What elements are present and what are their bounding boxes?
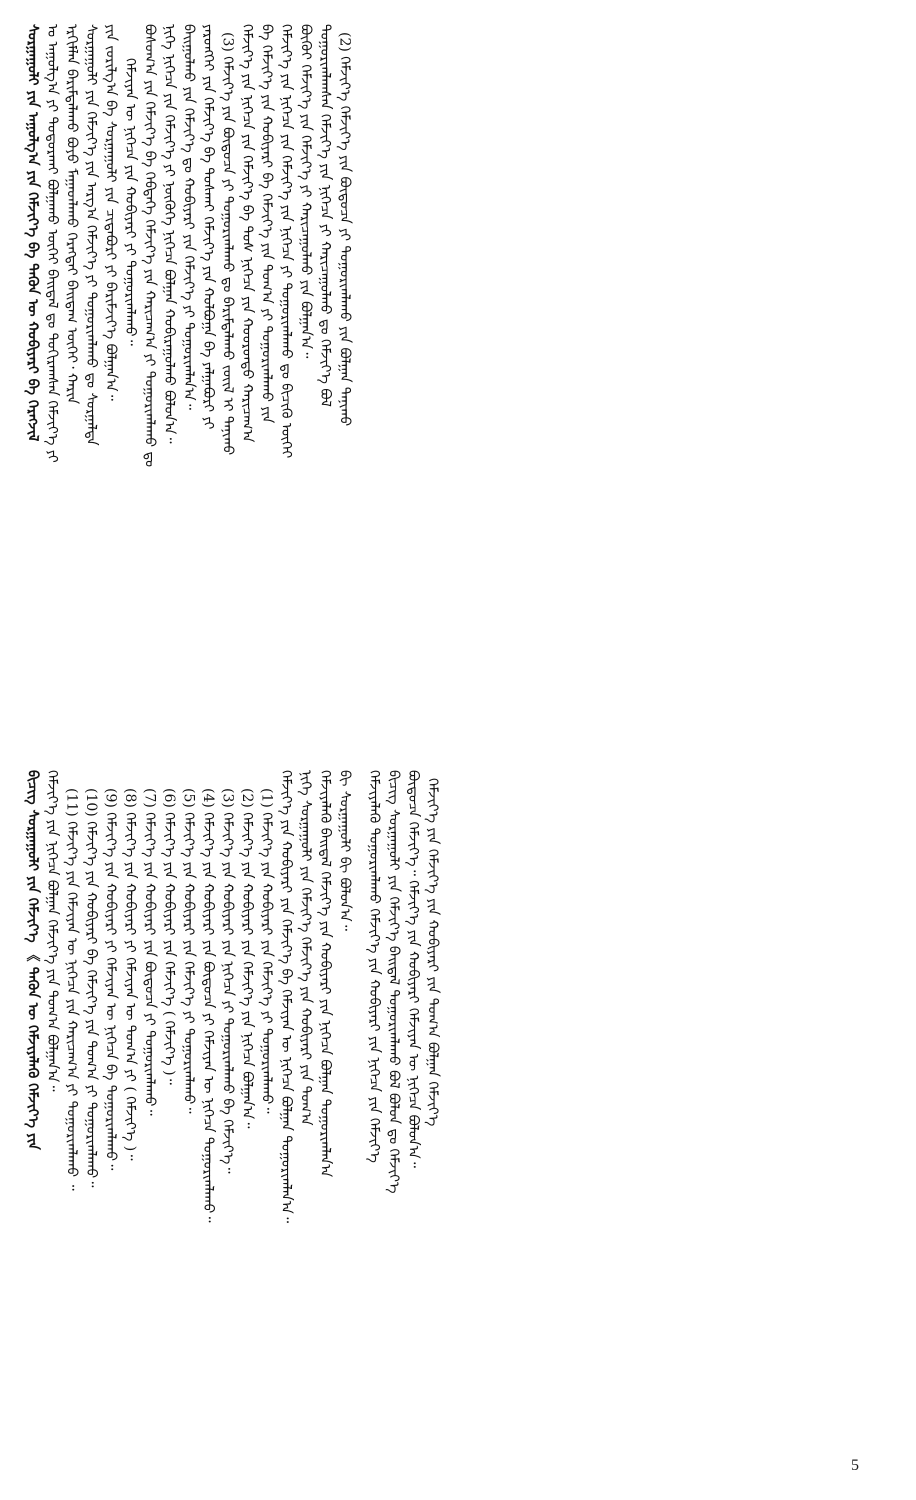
text-line: ᠶᠡᠷᠦᠩᠬᠡᠢ ᠶᠢᠨ ᠬᠡᠮᠵᠢᠶ᠎ᠡ ᠪᠠ ᠲᠤᠰᠬᠠᠢ ᠬᠡᠮᠵᠢᠶ᠎ᠡ ᠶᠢᠨ ᠬᠣᠯᠪᠣᠭᠠ ᠪᠠ ᠶᠠᠯᠭᠠᠪᠤᠷᠢ ᠶᠢ [200,24,216,430]
text-line: ᠲᠤᠭᠤᠷᠢᠭᠯᠠᠭᠰᠠᠨ ᠬᠡᠮᠵᠢᠶ᠎ᠡ ᠶᠢᠨ ᠨᠢᠭᠡᠴᠡ ᠶᠢ ᠬᠠᠷᠢᠴᠠᠭᠤᠯᠬᠤ ᠳᠤ ᠬᠡᠮᠵᠢᠶ᠎ᠡ ᠪᠣᠯ [317,24,333,407]
text-line: ᠪᠦᠲᠦᠴᠡ ᠬᠡᠮᠵᠢᠶ᠎ᠡ᠃ ᠬᠡᠮᠵᠢᠶ᠎ᠡ ᠶᠢᠨ ᠬᠤᠪᠢᠶᠠᠷᠢ ᠬᠡᠮᠵᠢᠶᠡᠨ ᠦ ᠨᠢᠭᠡᠴᠡ ᠪᠣᠯᠤᠨ᠎ᠠ᠃ [405,770,421,1168]
numbered-line: (2) ᠬᠡᠮᠵᠢᠶ᠎ᠡ ᠬᠡᠮᠵᠢᠶ᠎ᠡ ᠶᠢᠨ ᠪᠦᠲᠦᠴᠡ ᠶᠢ ᠲᠤᠭᠤᠷᠢᠭᠯᠠᠬᠤ ᠶᠢᠨ ᠪᠣᠯᠭᠠᠨ ᠲᠠᠨᠢᠬᠤ [336,32,353,427]
text-line: ᠤ ᠠᠭᠤᠯᠭ᠎ᠠ ᠶᠢ ᠲᠤᠳᠤᠷᠬᠠᠢ ᠪᠤᠯᠭᠠᠬᠤ ᠦᠭᠡᠢ ᠪᠠᠢᠳᠠᠯ ᠳᠤ ᠲᠤᠬᠢᠷᠠᠭᠰᠠᠨ ᠬᠡᠮᠵᠢᠶ᠎ᠡ ᠶᠢ [44,24,60,463]
numbered-line: (4) ᠬᠡᠮᠵᠢᠶ᠎ᠡ ᠶᠢᠨ ᠬᠤᠪᠢᠶᠠᠷᠢ ᠶᠢᠨ ᠪᠦᠲᠦᠴᠡ ᠶᠢ ᠬᠡᠮᠵᠢᠶᠡᠨ ᠦ ᠨᠢᠭᠡᠴᠡ ᠲᠤᠭᠤᠷᠢᠭᠯᠠᠬᠤ᠃ [200,788,216,1223]
numbered-line: (11) ᠬᠡᠮᠵᠢᠶ᠎ᠡ ᠶᠢᠨ ᠬᠡᠮᠵᠢᠶᠡᠨ ᠦ ᠨᠢᠭᠡᠴᠡ ᠶᠢᠨ ᠬᠠᠷᠢᠴᠠᠭ᠎ᠠ ᠶᠢ ᠲᠤᠭᠤᠷᠢᠭᠯᠠᠬᠤ ᠃ [63,788,80,1191]
text-line: ᠪᠢ ᠰᠤᠷᠭᠠᠭᠤᠯᠢ ᠪᠢ ᠪᠣᠯᠤᠨ᠎ᠠ᠃ [336,770,353,931]
text-line: ᠡᠷᠬᠢᠮᠯᠡᠨ ᠪᠠᠷᠢᠮᠲᠠᠯᠠᠬᠤ ᠪᠤᠶᠤ ᠮᠠᠭᠠᠳᠯᠠᠬᠤ ᠬᠡᠷᠡᠭᠲᠡᠢ ᠪᠠᠢᠳᠠᠭ ᠦᠭᠡᠢ᠂ ᠬᠠᠷᠢᠨ [63,24,80,405]
numbered-line: (10) ᠬᠡᠮᠵᠢᠶ᠎ᠡ ᠶᠢᠨ ᠬᠤᠪᠢᠶᠠᠷᠢ ᠪᠠ ᠬᠡᠮᠵᠢᠶ᠎ᠡ ᠶᠢᠨ ᠲᠣᠭ᠎ᠠ ᠶᠢ ᠲᠤᠭᠤᠷᠢᠭᠯᠠᠬᠤ᠃ [83,788,99,1188]
text-line: ᠬᠡᠮᠵᠢᠶᠡᠯᠡᠬᠦ ᠪᠠᠢᠳᠠᠯ ᠬᠡᠮᠵᠢᠶ᠎ᠡ ᠶᠢᠨ ᠬᠤᠪᠢᠶᠠᠷᠢ ᠶᠢᠨ ᠨᠢᠭᠡᠴᠡ ᠪᠣᠯᠭᠠᠨ ᠲᠤᠭᠤᠷᠢᠭᠯᠠᠨ᠎ᠠ [317,770,333,1178]
text-line: ᠪᠢᠴᠢᠭ᠌ ᠰᠤᠷᠭᠠᠭᠤᠯᠢ ᠶᠢᠨ ᠬᠡᠮᠵᠢᠶ᠎ᠡ ᠪᠠᠢᠳᠠᠯ ᠲᠤᠭᠤᠷᠢᠭᠯᠠᠬᠤ ᠪᠣᠯ ᠪᠣᠯᠤᠨ ᠳᠤ ᠬᠡᠮᠵᠢᠶ᠎ᠡ [385,770,402,1194]
column-a [22,24,354,712]
numbered-line: (5) ᠬᠡᠮᠵᠢᠶ᠎ᠡ ᠶᠢᠨ ᠬᠤᠪᠢᠶᠠᠷᠢ ᠶᠢᠨ ᠬᠡᠮᠵᠢᠶ᠎ᠡ ᠶᠢ ᠲᠤᠭᠤᠷᠢᠭᠯᠠᠬᠤ᠃ [180,788,197,1114]
numbered-line: (2) ᠬᠡᠮᠵᠢᠶ᠎ᠡ ᠶᠢᠨ ᠬᠤᠪᠢᠶᠠᠷᠢ ᠶᠢᠨ ᠬᠡᠮᠵᠢᠶ᠎ᠡ ᠶᠢᠨ ᠨᠢᠭᠡᠴᠡ ᠪᠣᠯᠭᠠᠨ᠎ᠠ᠃ [239,788,255,1129]
numbered-line: (3) ᠬᠡᠮᠵᠢᠶ᠎ᠡ ᠶᠢᠨ ᠬᠤᠪᠢᠶᠠᠷᠢ ᠶᠢᠨ ᠨᠢᠭᠡᠴᠡ ᠶᠢ ᠲᠤᠭᠤᠷᠢᠭᠯᠠᠬᠤ ᠪᠠ ᠬᠡᠮᠵᠢᠶ᠎ᠡ᠃ [219,788,236,1174]
text-line: ᠰᠤᠷᠭᠠᠭᠤᠯᠢ ᠶᠢᠨ ᠠᠭᠤᠯᠭ᠎ᠠ ᠶᠢᠨ ᠬᠡᠮᠵᠢᠶ᠎ᠡ ᠪᠠ ᠲᠡᠭᠦᠨ ᠦ ᠬᠤᠪᠢᠶᠠᠷᠢ ᠪᠠ ᠬᠡᠷᠡᠭᠵᠢᠯ [24,24,41,442]
numbered-line: ᠬᠡᠮᠵᠢᠶ᠎ᠡ ᠶᠢᠨ ᠬᠡᠮᠵᠢᠶ᠎ᠡ ᠶᠢᠨ ᠬᠤᠪᠢᠶᠠᠷᠢ ᠶᠢᠨ ᠲᠣᠭ᠎ᠠ ᠪᠣᠯᠭᠠᠨ ᠬᠡᠮᠵᠢᠶ᠎ᠡ [424,778,441,1127]
text-line: ᠶᠢᠨ ᠵᠤᠷᠢᠯᠭ᠎ᠠ ᠪᠠ ᠰᠤᠷᠭᠠᠭᠤᠯᠢ ᠶᠢᠨ ᠴᠢᠳᠠᠪᠤᠷᠢ ᠶᠢ ᠪᠠᠷᠢᠮᠵᠢᠶ᠎ᠡ ᠪᠣᠯᠭᠠᠨ᠎ᠠ᠃ [102,24,119,401]
column-b [22,770,442,1480]
numbered-line: (6) ᠬᠡᠮᠵᠢᠶ᠎ᠡ ᠶᠢᠨ ᠬᠤᠪᠢᠶᠠᠷᠢ ᠶᠢᠨ ᠬᠡᠮᠵᠢᠶ᠎ᠡ ( ᠬᠡᠮᠵᠢᠶ᠎ᠡ )᠃ [161,788,177,1085]
text-line: ᠬᠡᠮᠵᠢᠶ᠎ᠡ ᠶᠢᠨ ᠬᠤᠪᠢᠶᠠᠷᠢ ᠶᠢᠨ ᠬᠡᠮᠵᠢᠶ᠎ᠡ ᠪᠠ ᠬᠡᠮᠵᠢᠶᠡᠨ ᠦ ᠨᠢᠭᠡᠴᠡ ᠪᠣᠯᠭᠠᠨ ᠲᠤᠭᠤᠷᠢᠭᠯᠠᠨ᠎ᠠ᠃ [278,770,294,1224]
text-line: ᠬᠡᠮᠵᠢᠶᠡᠯᠡᠬᠦ ᠲᠤᠭᠤᠷᠢᠭᠯᠠᠬᠤ ᠬᠡᠮᠵᠢᠶ᠎ᠡ ᠶᠢᠨ ᠬᠤᠪᠢᠶᠠᠷᠢ ᠶᠢᠨ ᠨᠢᠭᠡᠴᠡ ᠶᠢᠨ ᠬᠡᠮᠵᠢᠶ᠎ᠡ [366,770,382,1163]
text-line: ᠨᠢᠭᠡ ᠰᠤᠷᠭᠠᠭᠤᠯᠢ ᠶᠢᠨ ᠬᠡᠮᠵᠢᠶ᠎ᠡ ᠬᠡᠮᠵᠢᠶ᠎ᠡ ᠶᠢᠨ ᠬᠤᠪᠢᠶᠠᠷᠢ ᠶᠢᠨ ᠲᠣᠭ᠎ᠠ [297,770,314,1126]
text-line: ᠰᠤᠷᠭᠠᠭᠤᠯᠢ ᠶᠢᠨ ᠬᠡᠮᠵᠢᠶ᠎ᠡ ᠶᠢᠨ ᠠᠷᠭ᠎ᠠ ᠬᠡᠮᠵᠢᠶ᠎ᠡ ᠶᠢ ᠲᠤᠭᠤᠷᠢᠭᠯᠠᠬᠤ ᠳᠤ ᠰᠤᠷᠭᠠᠯᠲᠠ [83,24,99,446]
numbered-line: (9) ᠬᠡᠮᠵᠢᠶ᠎ᠡ ᠶᠢᠨ ᠬᠤᠪᠢᠶᠠᠷᠢ ᠶᠢ ᠬᠡᠮᠵᠢᠶᠡᠨ ᠦ ᠨᠢᠭᠡᠴᠡ ᠪᠠ ᠲᠤᠭᠤᠷᠢᠭᠯᠠᠬᠤ᠃ [102,788,119,1171]
page-number: 5 [851,1457,859,1474]
text-line: ᠪᠠᠢᠭᠤᠯᠬᠤ ᠶᠢᠨ ᠬᠡᠮᠵᠢᠶ᠎ᠡ ᠳᠤ ᠬᠤᠪᠢᠶᠠᠷᠢ ᠶᠢᠨ ᠬᠡᠮᠵᠢᠶ᠎ᠡ ᠶᠢ ᠲᠤᠭᠤᠷᠢᠭᠯᠠᠨ᠎ᠠ᠃ [180,24,197,410]
numbered-line: (1) ᠬᠡᠮᠵᠢᠶ᠎ᠡ ᠶᠢᠨ ᠬᠤᠪᠢᠶᠠᠷᠢ ᠶᠢᠨ ᠬᠡᠮᠵᠢᠶ᠎ᠡ ᠶᠢ ᠲᠤᠭᠤᠷᠢᠭᠯᠠᠬᠤ᠃ [258,788,275,1114]
text-line: ᠪᠠ ᠬᠡᠮᠵᠢᠶ᠎ᠡ ᠶᠢᠨ ᠬᠤᠪᠢᠶᠠᠷᠢ ᠪᠠ ᠬᠡᠮᠵᠢᠶ᠎ᠡ ᠶᠢᠨ ᠲᠣᠭ᠎ᠠ ᠶᠢ ᠲᠤᠭᠤᠷᠢᠭᠯᠠᠬᠤ ᠶᠢᠨ [258,24,275,424]
text-line: ᠬᠡᠮᠵᠢᠶ᠎ᠡ ᠶᠢᠨ ᠨᠢᠭᠡᠴᠡ ᠪᠣᠯᠭᠠᠨ ᠬᠡᠮᠵᠢᠶ᠎ᠡ ᠶᠢᠨ ᠲᠣᠭ᠎ᠠ ᠪᠣᠯᠭᠠᠨ᠎ᠠ᠃ [44,770,60,1092]
text-line: ᠨᠢᠭᠡ ᠨᠢᠭᠡᠴᠡ ᠶᠢᠨ ᠬᠡᠮᠵᠢᠶ᠎ᠡ ᠶᠢ ᠨᠦᠭᠦᠭᠡ ᠨᠢᠭᠡᠴᠡ ᠪᠣᠯᠭᠠᠨ ᠬᠤᠪᠢᠷᠠᠭᠤᠯᠬᠤ ᠪᠣᠯᠤᠨ᠎ᠠ᠃ [161,24,177,444]
text-line: ᠬᠡᠮᠵᠢᠶᠡᠨ ᠦ ᠨᠢᠭᠡᠴᠡ ᠶᠢᠨ ᠬᠤᠪᠢᠶᠠᠷᠢ ᠶᠢ ᠲᠤᠭᠤᠷᠢᠭᠯᠠᠬᠤ᠃ [122,58,138,346]
text-line: ᠬᠡᠮᠵᠢᠶ᠎ᠡ ᠶᠢᠨ ᠨᠢᠭᠡᠴᠡ ᠶᠢᠨ ᠬᠡᠮᠵᠢᠶ᠎ᠡ ᠶᠢᠨ ᠨᠢᠭᠡᠴᠡ ᠶᠢ ᠲᠤᠭᠤᠷᠢᠭᠯᠠᠬᠤ ᠳᠤ ᠪᠢᠴᠢᠬᠦ ᠦᠭᠡᠢ [278,24,294,459]
numbered-line: (3) ᠬᠡᠮᠵᠢᠶ᠎ᠡ ᠶᠢᠨ ᠪᠦᠲᠦᠴᠡ ᠶᠢ ᠲᠤᠭᠤᠷᠢᠭᠯᠠᠬᠤ ᠳᠤ ᠪᠠᠷᠢᠮᠲᠠᠯᠠᠬᠤ ᠵᠦᠢᠯ ᠢ ᠲᠠᠨᠢᠬᠤ [219,32,236,456]
numbered-line: (8) ᠬᠡᠮᠵᠢᠶ᠎ᠡ ᠶᠢᠨ ᠬᠤᠪᠢᠶᠠᠷᠢ ᠶᠢ ᠬᠡᠮᠵᠢᠶᠡᠨ ᠦ ᠲᠣᠭ᠎ᠠ ᠶᠢ ( ᠬᠡᠮᠵᠢᠶ᠎ᠡ )᠃ [122,788,138,1161]
text-line: ᠪᠣᠰᠣᠭ᠎ᠠ ᠶᠢᠨ ᠬᠡᠮᠵᠢᠶ᠎ᠡ ᠪᠠ ᠬᠡᠪᠲᠡᠭᠡ ᠬᠡᠮᠵᠢᠶ᠎ᠡ ᠶᠢᠨ ᠬᠠᠷᠢᠴᠠᠭ᠎ᠠ ᠶᠢ ᠲᠤᠭᠤᠷᠢᠭᠯᠠᠬᠤ ᠳᠤ [141,24,158,468]
numbered-line: (7) ᠬᠡᠮᠵᠢᠶ᠎ᠡ ᠶᠢᠨ ᠬᠤᠪᠢᠶᠠᠷᠢ ᠶᠢᠨ ᠪᠦᠲᠦᠴᠡ ᠶᠢ ᠲᠤᠭᠤᠷᠢᠭᠯᠠᠬᠤ᠃ [141,788,158,1116]
text-line: ᠪᠦᠬᠦᠢ ᠬᠡᠮᠵᠢᠶ᠎ᠡ ᠶᠢᠨ ᠬᠡᠮᠵᠢᠶ᠎ᠡ ᠶᠢ ᠬᠠᠷᠢᠴᠠᠭᠤᠯᠬᠤ ᠶᠢᠨ ᠪᠣᠯᠭᠠᠨ᠎ᠠ᠃ [297,24,314,359]
text-line: ᠪᠢᠴᠢᠭ᠌ ᠰᠤᠷᠭᠠᠭᠤᠯᠢ ᠶᠢᠨ ᠬᠡᠮᠵᠢᠶ᠎ᠡ 《 ᠲᠡᠭᠦᠨ ᠦ ᠬᠡᠮᠵᠢᠶᠡᠯᠡᠬᠦ ᠬᠡᠮᠵᠢᠶ᠎ᠡ ᠶᠢᠨ [24,770,41,1150]
text-line: ᠬᠡᠮᠵᠢᠶ᠎ᠡ ᠶᠢᠨ ᠨᠢᠭᠡᠴᠡ ᠶᠢᠨ ᠬᠡᠮᠵᠢᠶ᠎ᠡ ᠪᠠ ᠲᠤᠰ ᠨᠢᠭᠡᠴᠡ ᠶᠢᠨ ᠬᠣᠤᠷᠤᠨᠳᠤ ᠬᠠᠷᠢᠴᠠᠭ᠎ᠠ [239,24,255,443]
